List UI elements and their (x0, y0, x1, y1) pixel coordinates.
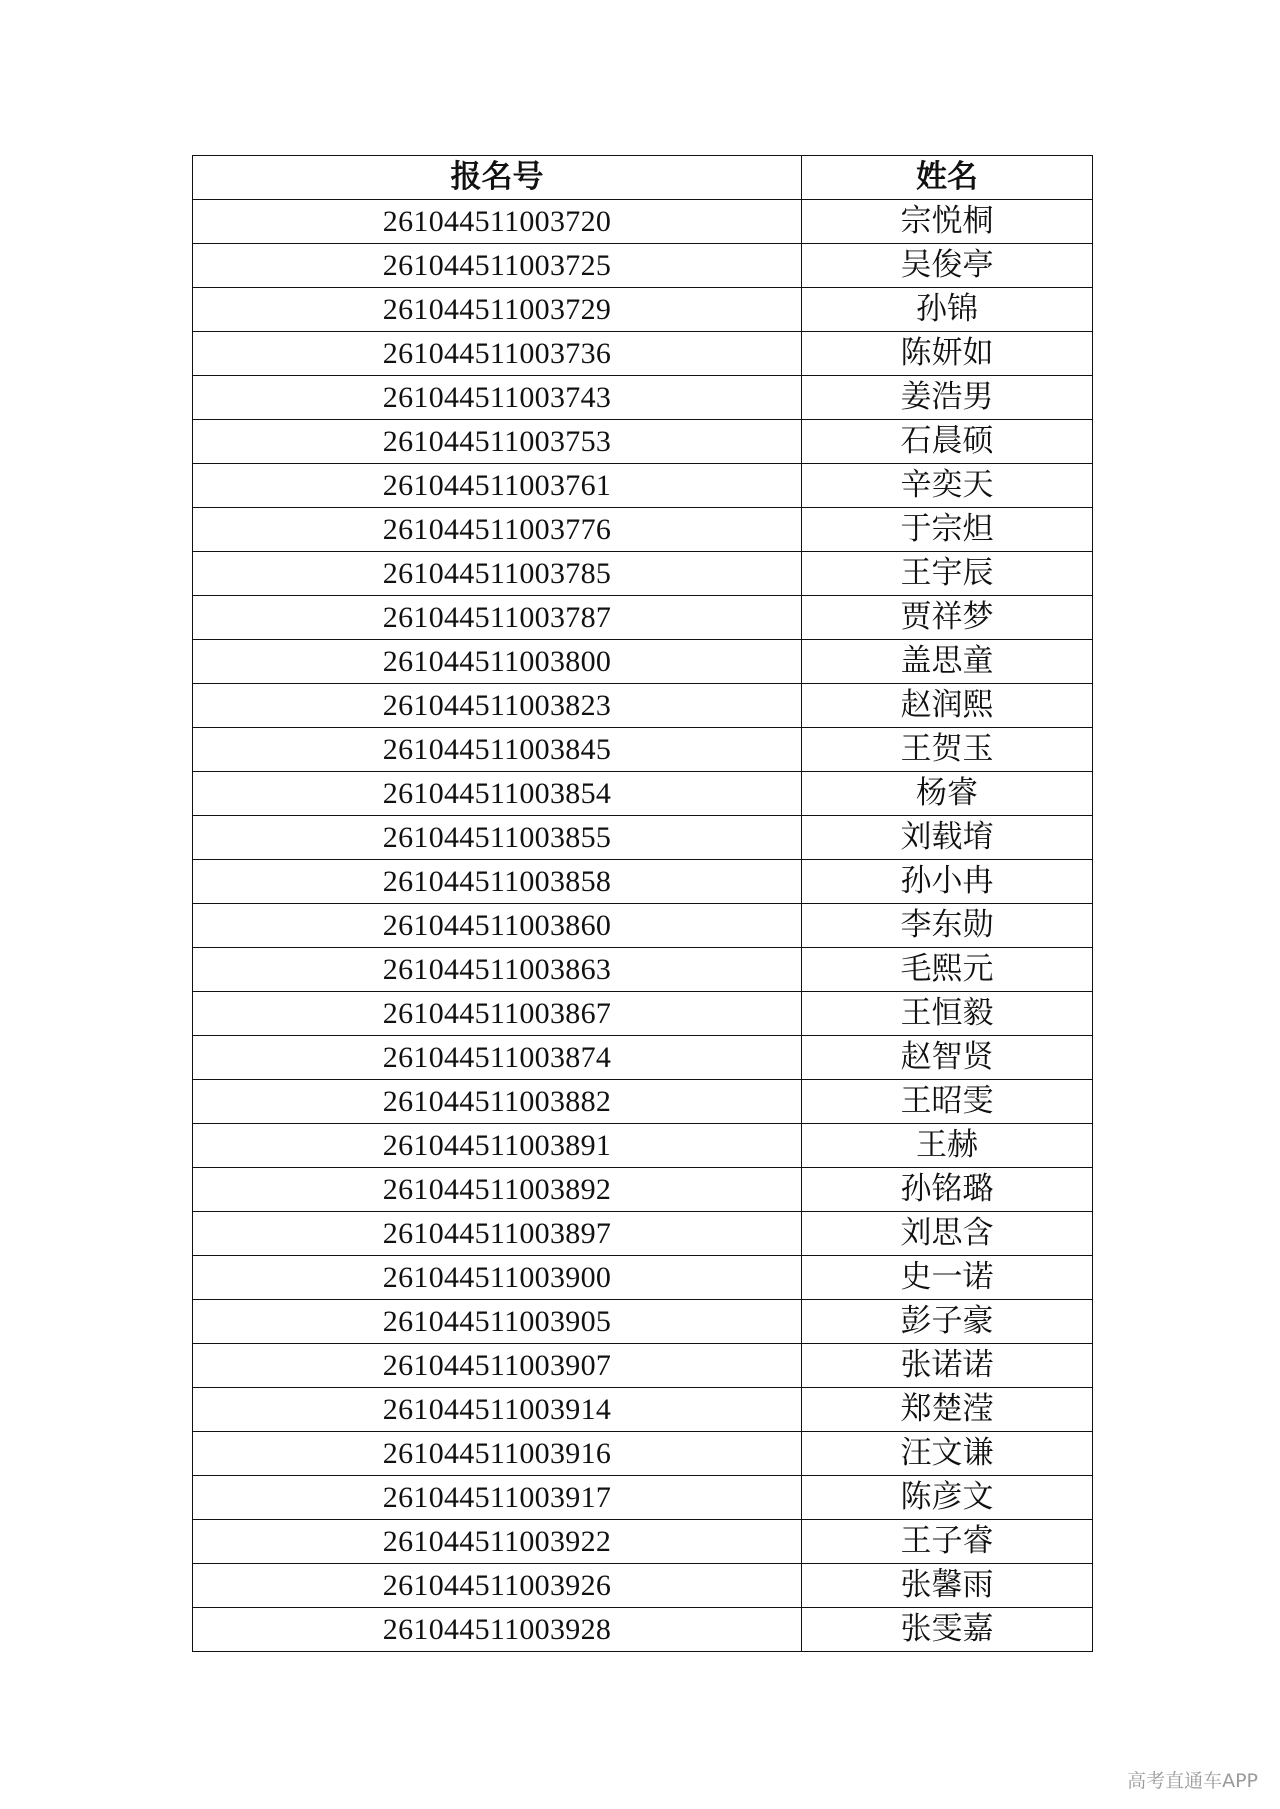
table-row (193, 1212, 1093, 1256)
name-cell: 赵智贤 (802, 1036, 1093, 1080)
name-cell: 王昭雯 (802, 1080, 1093, 1124)
table-row (193, 728, 1093, 772)
name-cell: 王子睿 (802, 1520, 1093, 1564)
name-cell: 孙小冉 (802, 860, 1093, 904)
registration-number-cell: 261044511003914 (193, 1388, 802, 1432)
table-row (193, 1168, 1093, 1212)
registration-number-cell: 261044511003900 (193, 1256, 802, 1300)
registration-number-cell: 261044511003753 (193, 420, 802, 464)
registration-number-cell: 261044511003926 (193, 1564, 802, 1608)
name-cell: 王宇辰 (802, 552, 1093, 596)
name-cell: 王赫 (802, 1124, 1093, 1168)
name-cell: 于宗炟 (802, 508, 1093, 552)
registration-number-cell: 261044511003729 (193, 288, 802, 332)
name-cell: 辛奕天 (802, 464, 1093, 508)
table-row (193, 552, 1093, 596)
table-row (193, 288, 1093, 332)
registration-number-cell: 261044511003823 (193, 684, 802, 728)
registration-number-cell: 261044511003743 (193, 376, 802, 420)
registration-number-cell: 261044511003720 (193, 200, 802, 244)
name-cell: 盖思童 (802, 640, 1093, 684)
registration-number-cell: 261044511003855 (193, 816, 802, 860)
name-cell: 陈彦文 (802, 1476, 1093, 1520)
name-cell: 刘载堉 (802, 816, 1093, 860)
table-row (193, 1432, 1093, 1476)
name-cell: 吴俊亭 (802, 244, 1093, 288)
table-row (193, 1476, 1093, 1520)
name-cell: 陈妍如 (802, 332, 1093, 376)
table-row (193, 332, 1093, 376)
name-cell: 毛熙元 (802, 948, 1093, 992)
registration-number-cell: 261044511003867 (193, 992, 802, 1036)
name-cell: 汪文谦 (802, 1432, 1093, 1476)
name-cell: 张雯嘉 (802, 1608, 1093, 1652)
table-row (193, 816, 1093, 860)
table-row (193, 684, 1093, 728)
name-cell: 张诺诺 (802, 1344, 1093, 1388)
registration-number-cell: 261044511003916 (193, 1432, 802, 1476)
column-header-name: 姓名 (802, 156, 1093, 200)
name-cell: 张馨雨 (802, 1564, 1093, 1608)
column-header-registration-number: 报名号 (193, 156, 802, 200)
registration-number-cell: 261044511003907 (193, 1344, 802, 1388)
table-body (193, 200, 1093, 1652)
table-row (193, 1256, 1093, 1300)
registration-number-cell: 261044511003761 (193, 464, 802, 508)
registration-number-cell: 261044511003785 (193, 552, 802, 596)
registration-number-cell: 261044511003854 (193, 772, 802, 816)
registration-number-cell: 261044511003891 (193, 1124, 802, 1168)
name-cell: 贾祥梦 (802, 596, 1093, 640)
registration-number-cell: 261044511003897 (193, 1212, 802, 1256)
registration-number-cell: 261044511003892 (193, 1168, 802, 1212)
table-row (193, 1608, 1093, 1652)
table-row (193, 860, 1093, 904)
table-row (193, 772, 1093, 816)
table-row (193, 1564, 1093, 1608)
table-row (193, 1124, 1093, 1168)
name-cell: 赵润熙 (802, 684, 1093, 728)
name-cell: 彭子豪 (802, 1300, 1093, 1344)
registration-number-cell: 261044511003917 (193, 1476, 802, 1520)
name-cell: 宗悦桐 (802, 200, 1093, 244)
table-row (193, 948, 1093, 992)
name-cell: 李东勋 (802, 904, 1093, 948)
watermark-text: 高考直通车APP (1127, 1770, 1258, 1792)
registration-number-cell: 261044511003725 (193, 244, 802, 288)
registration-table (192, 155, 1093, 1652)
name-cell: 杨睿 (802, 772, 1093, 816)
table-row (193, 1388, 1093, 1432)
registration-number-cell: 261044511003863 (193, 948, 802, 992)
table-header-row (193, 156, 1093, 200)
table-row (193, 200, 1093, 244)
name-cell: 王恒毅 (802, 992, 1093, 1036)
table-row (193, 640, 1093, 684)
table-row (193, 1080, 1093, 1124)
table-row (193, 508, 1093, 552)
table-row (193, 420, 1093, 464)
table-row (193, 464, 1093, 508)
registration-number-cell: 261044511003787 (193, 596, 802, 640)
name-cell: 孙锦 (802, 288, 1093, 332)
registration-number-cell: 261044511003860 (193, 904, 802, 948)
registration-number-cell: 261044511003922 (193, 1520, 802, 1564)
table-row (193, 992, 1093, 1036)
table-row (193, 596, 1093, 640)
table-row (193, 1036, 1093, 1080)
registration-number-cell: 261044511003905 (193, 1300, 802, 1344)
table-header (193, 156, 1093, 200)
registration-number-cell: 261044511003845 (193, 728, 802, 772)
table-row (193, 904, 1093, 948)
table-row (193, 1344, 1093, 1388)
name-cell: 姜浩男 (802, 376, 1093, 420)
registration-number-cell: 261044511003776 (193, 508, 802, 552)
table-row (193, 244, 1093, 288)
registration-number-cell: 261044511003736 (193, 332, 802, 376)
name-cell: 刘思含 (802, 1212, 1093, 1256)
table-row (193, 1520, 1093, 1564)
name-cell: 史一诺 (802, 1256, 1093, 1300)
registration-number-cell: 261044511003882 (193, 1080, 802, 1124)
name-cell: 石晨硕 (802, 420, 1093, 464)
registration-number-cell: 261044511003874 (193, 1036, 802, 1080)
registration-number-cell: 261044511003858 (193, 860, 802, 904)
registration-number-cell: 261044511003928 (193, 1608, 802, 1652)
name-cell: 孙铭璐 (802, 1168, 1093, 1212)
registration-number-cell: 261044511003800 (193, 640, 802, 684)
name-cell: 王贺玉 (802, 728, 1093, 772)
name-cell: 郑楚滢 (802, 1388, 1093, 1432)
table-row (193, 376, 1093, 420)
table-row (193, 1300, 1093, 1344)
